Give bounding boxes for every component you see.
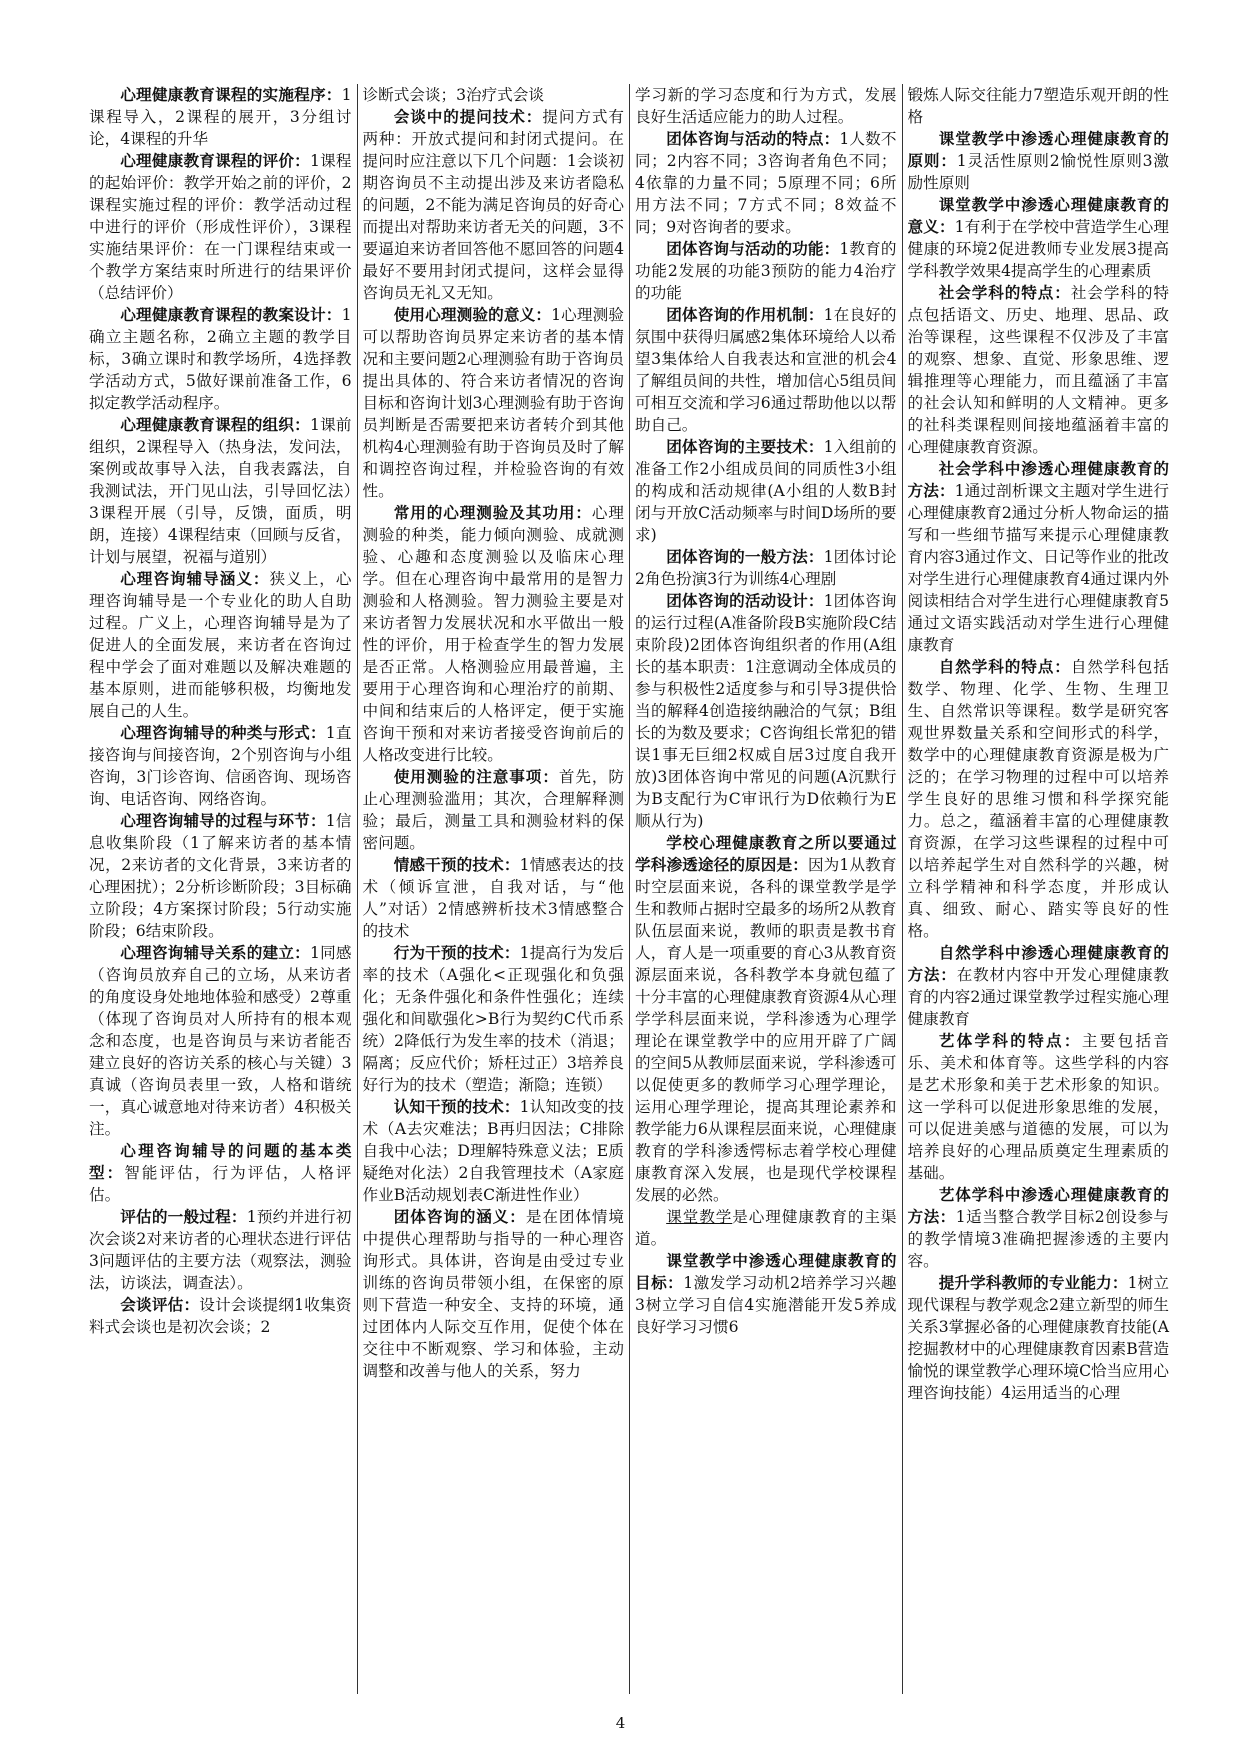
paragraph-text: 1课程的起始评价：教学开始之前的评价，2课程实施过程的评价：教学活动过程中进行的评价（形成性评价），3课程实施结果评价：在一门课程结束或一个教学方案结束时所进行的结果评价（总结评价） — [89, 152, 352, 302]
section-paragraph — [635, 1250, 897, 1338]
paragraph-text: 1人数不同；2内容不同；3咨询者角色不同；4依靠的力量不同；5原理不同；6所用方法不同；7方式不同；8效益不同；9对咨询者的要求。 — [635, 130, 897, 236]
section-heading: 心理健康教育课程的实施程序： — [120, 85, 342, 104]
continued-paragraph — [363, 84, 625, 106]
section-heading: 艺体学科的特点： — [938, 1031, 1082, 1050]
section-heading: 认知干预的技术： — [393, 1097, 520, 1116]
paragraph-text: 是心理健康教育的主渠道。 — [635, 1208, 897, 1248]
paragraph-text: 心理测验的种类，能力倾向测验、成就测验、心趣和态度测验以及临床心理学。但在心理咨询中最常用的是智力测验和人格测验。智力测验主要是对来访者智力发展状况和水平做出一般性的评价，用于检查学生的智力发展是否正常。人格测验应用最普遍，主要用于心理咨询和心理治疗的前期、中间和结束后的人格评定，便于实施咨询干预和对来访者接受咨询前后的人格改变进行比较。 — [362, 504, 624, 764]
paragraph-text: 在教材内容中开发心理健康教育的内容2通过课堂教学过程实施心理健康教育 — [907, 966, 1169, 1028]
section-heading: 情感干预的技术： — [393, 855, 520, 874]
paragraph-text: 1课前组织，2课程导入（热身法，发问法，案例或故事导入法，自我表露法，自我测试法，开门见山法，引导回忆法）3课程开展（引导，反馈，面质，明朗，连接）4课程结束（回顾与反省，计划与展望，祝福与道别） — [89, 416, 352, 566]
section-heading: 心理咨询辅导的过程与环节： — [120, 811, 326, 830]
paragraph-text: 1激发学习动机2培养学习兴趣3树立学习自信4实施潜能开发5养成良好学习习惯6 — [635, 1274, 897, 1336]
text-column-4 — [902, 84, 1175, 1694]
paragraph-text: 1同感（咨询员放弃自己的立场，从来访者的角度设身处地地体验和感受）2尊重（体现了咨询员对人所持有的根本观念和态度，也是咨询员与来访者能否建立良好的咨访关系的核心与关键）3真诚（咨询员表里一致，人格和谐统一，真心诚意地对待来访者）4积极关注。 — [89, 944, 352, 1138]
section-paragraph — [89, 414, 352, 568]
section-paragraph — [89, 84, 352, 150]
section-paragraph — [635, 128, 897, 238]
section-heading: 行为干预的技术： — [393, 943, 520, 962]
continued-paragraph — [908, 84, 1170, 128]
section-paragraph — [89, 1140, 352, 1206]
section-heading: 课堂教学中渗透心理健康教育的原则： — [907, 129, 1169, 170]
section-paragraph — [635, 238, 897, 304]
document-page — [84, 84, 1174, 1694]
section-paragraph — [635, 1206, 897, 1250]
section-heading: 心理咨询辅导涵义： — [120, 569, 270, 588]
section-heading: 心理咨询辅导的种类与形式： — [120, 723, 326, 742]
paragraph-text: 1团体讨论2角色扮演3行为训练4心理剧 — [635, 548, 897, 588]
section-heading: 常用的心理测验及其功用： — [393, 503, 592, 522]
text-column-3 — [629, 84, 902, 1694]
section-heading: 心理健康教育课程的教案设计： — [120, 305, 342, 324]
section-heading: 心理咨询辅导关系的建立： — [120, 943, 310, 962]
section-heading: 团体咨询的主要技术： — [666, 437, 824, 456]
section-heading: 心理咨询辅导的问题的基本类型： — [89, 1141, 352, 1182]
paragraph-text: 1团体咨询的运行过程(A准备阶段B实施阶段C结束阶段)2团体咨询组织者的作用(A组长的基本职责：1注意调动全体成员的参与积极性2适度参与和引导3提供恰当的解释4创造接纳融洽的气氛；B组长的为数及要求；C咨询组长常犯的错误1事无巨细2权威自居3过度自我开放)3团体咨询中常见的问题(A沉默行为B支配行为C审讯行为D依赖行为E顺从行为) — [635, 592, 897, 830]
paragraph-text: 首先，防止心理测验滥用；其次，合理解释测验；最后，测量工具和测验材料的保密问题。 — [362, 768, 624, 852]
section-paragraph — [89, 1206, 352, 1294]
section-heading: 课堂教学中渗透心理健康教育的目标： — [635, 1251, 897, 1292]
paragraph-text: 是在团体情境中提供心理帮助与指导的一种心理咨询形式。具体讲，咨询是由受过专业训练的咨询员带领小组，在保密的原则下营造一种安全、支持的环境，通过团体内人际交互作用，促使个体在交往中不断观察、学习和体验，主动调整和改善与他人的关系，努力 — [362, 1208, 624, 1380]
section-heading: 会谈评估： — [120, 1295, 200, 1314]
section-paragraph — [89, 722, 352, 810]
section-heading: 团体咨询与活动的特点： — [666, 129, 840, 148]
section-paragraph — [635, 304, 897, 436]
continued-paragraph — [635, 84, 897, 128]
section-paragraph — [635, 436, 897, 546]
section-paragraph — [89, 942, 352, 1140]
paragraph-text: 诊断式会谈；3治疗式会谈 — [362, 86, 544, 104]
section-heading: 评估的一般过程： — [120, 1207, 247, 1226]
paragraph-text: 1灵活性原则2愉悦性原则3激励性原则 — [907, 152, 1169, 192]
section-paragraph — [908, 1272, 1170, 1404]
paragraph-text: 自然学科包括数学、物理、化学、生物、生理卫生、自然常识等课程。数学是研究客观世界数量关系和空间形式的科学，数学中的心理健康教育资源是极为广泛的；在学习物理的过程中可以培养学生良好的思维习惯和科学探究能力。总之，蕴涵着丰富的心理健康教育资源，在学习这些课程的过程中可以培养起学生对自然科学的兴趣，树立科学精神和科学态度，并形成认真、细致、耐心、踏实等良好的性格。 — [907, 658, 1169, 940]
paragraph-text: 锻炼人际交往能力7塑造乐观开朗的性格 — [907, 86, 1169, 126]
section-heading: 团体咨询与活动的功能： — [666, 239, 840, 258]
paragraph-text: 1提高行为发后率的技术（A强化<正现强化和负强化；无条件强化和条件性强化；连续强化和间歇强化>B行为契约C代币系统）2降低行为发生率的技术（消退；隔离；反应代价；矫枉过正）3培养良好行为的技术（塑造；渐隐；连锁） — [362, 944, 624, 1094]
text-column-1 — [84, 84, 357, 1694]
section-paragraph — [908, 282, 1170, 458]
section-paragraph — [908, 656, 1170, 942]
section-heading: 提升学科教师的专业能力： — [938, 1273, 1128, 1292]
paragraph-text: 1预约并进行初次会谈2对来访者的心理状态进行评估3问题评估的主要方法（观察法，测验法，访谈法，调查法）。 — [89, 1208, 352, 1292]
section-heading: 自然学科的特点： — [938, 657, 1071, 676]
section-heading: 社会学科中渗透心理健康教育的方法： — [907, 459, 1169, 500]
section-heading: 社会学科的特点： — [938, 283, 1071, 302]
paragraph-text: 狭义上，心理咨询辅导是一个专业化的助人自助过程。广义上，心理咨询辅导是为了促进人的全面发展，来访者在咨询过程中学会了面对难题以及解决难题的基本原则，进而能够积极，均衡地发展自己的人生。 — [89, 570, 352, 720]
paragraph-text: 1认知改变的技术（A去灾难法；B再归因法；C排除自我中心法；D理解特殊意义法；E质疑绝对化法）2自我管理技术（A家庭作业B活动规划表C渐进性作业） — [362, 1098, 624, 1204]
section-heading: 课堂教学中渗透心理健康教育的意义： — [907, 195, 1169, 236]
paragraph-text: 1有利于在学校中营造学生心理健康的环境2促进教师专业发展3提高学科教学效果4提高学生的心理素质 — [907, 218, 1169, 280]
paragraph-text: 1确立主题名称，2确立主题的教学目标，3确立课时和教学场所，4选择教学活动方式，5做好课前准备工作，6拟定教学活动程序。 — [89, 306, 352, 412]
page-number: 4 — [615, 1714, 626, 1732]
text-column-2 — [357, 84, 630, 1694]
paragraph-text: 主要包括音乐、美术和体育等。这些学科的内容是艺术形象和美于艺术形象的知识。这一学科可以促进形象思维的发展，可以促进美感与道德的发展，可以为培养良好的心理品质奠定生理素质的基础。 — [907, 1032, 1169, 1182]
paragraph-text: 因为1从教育时空层面来说，各科的课堂教学是学生和教师占据时空最多的场所2从教育队伍层面来说，教师的职责是教书育人，育人是一项重要的育心3从教育资源层面来说，各科教学本身就包蕴了十分丰富的心理健康教育资源4从心理学学科层面来说，学科渗透为心理学理论在课堂教学中的应用开辟了广阔的空间5从教师层面来说，学科渗透可以促使更多的教师学习心理学理论，运用心理学理论，提高其理论素养和教学能力6从课程层面来说，心理健康教育的学科渗透愕标志着学校心理健康教育深入发展，也是现代学校课程发展的必然。 — [635, 856, 897, 1204]
section-paragraph — [363, 942, 625, 1096]
section-paragraph — [635, 832, 897, 1206]
section-paragraph — [363, 766, 625, 854]
underlined-term: 课堂教学 — [666, 1208, 733, 1226]
section-paragraph — [908, 128, 1170, 194]
section-heading: 团体咨询的涵义： — [393, 1207, 526, 1226]
section-heading: 自然学科中渗透心理健康教育的方法： — [907, 943, 1169, 984]
paragraph-text: 1教育的功能2发展的功能3预防的能力4治疗的功能 — [635, 240, 897, 302]
paragraph-text: 1心理测验可以帮助咨询员界定来访者的基本情况和主要问题2心理测验有助于咨询员提出具体的、符合来访者情况的咨询目标和咨询计划3心理测验有助于咨询员判断是否需要把来访者转介到其他机构4心理测验有助于咨询员及时了解和调控咨询过程，并检验咨询的有效性。 — [362, 306, 624, 500]
paragraph-text: 提问方式有两种：开放式提问和封闭式提问。在提问时应注意以下几个问题：1会谈初期咨询员不主动提出涉及来访者隐私的问题，2不能为满足咨询员的好奇心而提出对帮助来访者无关的问题，3不要逼迫来访者回答他不愿回答的问题4最好不要用封闭式提问，这样会显得咨询员无礼又无知。 — [362, 108, 624, 302]
section-paragraph — [363, 854, 625, 942]
section-paragraph — [908, 1184, 1170, 1272]
section-heading: 学校心理健康教育之所以要通过学科渗透途径的原因是： — [635, 833, 897, 874]
paragraph-text: 学习新的学习态度和行为方式，发展良好生活适应能力的助人过程。 — [635, 86, 897, 126]
paragraph-text: 智能评估，行为评估，人格评估。 — [89, 1164, 352, 1204]
section-heading: 使用心理测验的意义： — [393, 305, 552, 324]
section-paragraph — [363, 502, 625, 766]
section-paragraph — [363, 106, 625, 304]
section-heading: 团体咨询的一般方法： — [666, 547, 824, 566]
paragraph-text: 1情感表达的技术（倾诉宣泄，自我对话，与“他人”对话）2情感辨析技术3情感整合的技术 — [362, 856, 624, 940]
section-paragraph — [89, 568, 352, 722]
section-paragraph — [908, 194, 1170, 282]
section-heading: 心理健康教育课程的组织： — [120, 415, 310, 434]
section-heading: 会谈中的提问技术： — [393, 107, 543, 126]
paragraph-text: 1课程导入，2课程的展开，3分组讨论，4课程的升华 — [89, 86, 352, 148]
paragraph-text: 1入组前的准备工作2小组成员间的同质性3小组的构成和活动规律(A小组的人数B封闭与开放C活动频率与时间D场所的要求) — [635, 438, 897, 544]
paragraph-text: 1树立现代课程与教学观念2建立新型的师生关系3掌握必备的心理健康教育技能(A挖掘教材中的心理健康教育因素B营造愉悦的课堂教学心理环境C恰当应用心理咨询技能）4运用适当的心理 — [907, 1274, 1169, 1402]
paragraph-text: 1适当整合教学目标2创设参与的教学情境3准确把握渗透的主要内容。 — [907, 1208, 1169, 1270]
section-paragraph — [635, 590, 897, 832]
section-paragraph — [89, 1294, 352, 1338]
section-paragraph — [89, 150, 352, 304]
section-paragraph — [363, 304, 625, 502]
section-paragraph — [908, 942, 1170, 1030]
section-heading: 使用测验的注意事项： — [393, 767, 559, 786]
paragraph-text: 1通过剖析课文主题对学生进行心理健康教育2通过分析人物命运的描写和一些细节描写来提示心理健康教育内容3通过作文、日记等作业的批改对学生进行心理健康教育4通过课内外阅读相结合对学生进行心理健康教育5通过文语实践活动对学生进行心理健康教育 — [907, 482, 1169, 654]
section-heading: 团体咨询的作用机制： — [666, 305, 824, 324]
section-paragraph — [363, 1206, 625, 1382]
paragraph-text: 1信息收集阶段（1了解来访者的基本情况，2来访者的文化背景，3来访者的心理困扰）；2分析诊断阶段；3目标确立阶段；4方案探讨阶段；5行动实施阶段；6结束阶段。 — [89, 812, 352, 940]
section-heading: 艺体学科中渗透心理健康教育的方法： — [907, 1185, 1169, 1226]
paragraph-text: 设计会谈提纲1收集资料式会谈也是初次会谈；2 — [89, 1296, 352, 1336]
section-heading: 心理健康教育课程的评价： — [120, 151, 310, 170]
section-paragraph — [635, 546, 897, 590]
section-paragraph — [89, 304, 352, 414]
section-heading: 团体咨询的活动设计： — [666, 591, 824, 610]
paragraph-text: 1直接咨询与间接咨询，2个别咨询与小组咨询，3门诊咨询、信函咨询、现场咨询、电话咨询、网络咨询。 — [89, 724, 352, 808]
section-paragraph — [908, 458, 1170, 656]
section-paragraph — [89, 810, 352, 942]
paragraph-text: 社会学科的特点包括语文、历史、地理、思品、政治等课程，这些课程不仅涉及了丰富的观察、想象、直觉、形象思维、逻辑推理等心理能力，而且蕴涵了丰富的社会认知和鲜明的人文精神。更多的社科类课程则间接地蕴涵着丰富的心理健康教育资源。 — [907, 284, 1169, 456]
section-paragraph — [908, 1030, 1170, 1184]
section-paragraph — [363, 1096, 625, 1206]
paragraph-text: 1在良好的氛围中获得归属感2集体环境给人以希望3集体给人自我表达和宣泄的机会4了解组员间的共性，增加信心5组员间可相互交流和学习6通过帮助他以以帮助自己。 — [635, 306, 897, 434]
